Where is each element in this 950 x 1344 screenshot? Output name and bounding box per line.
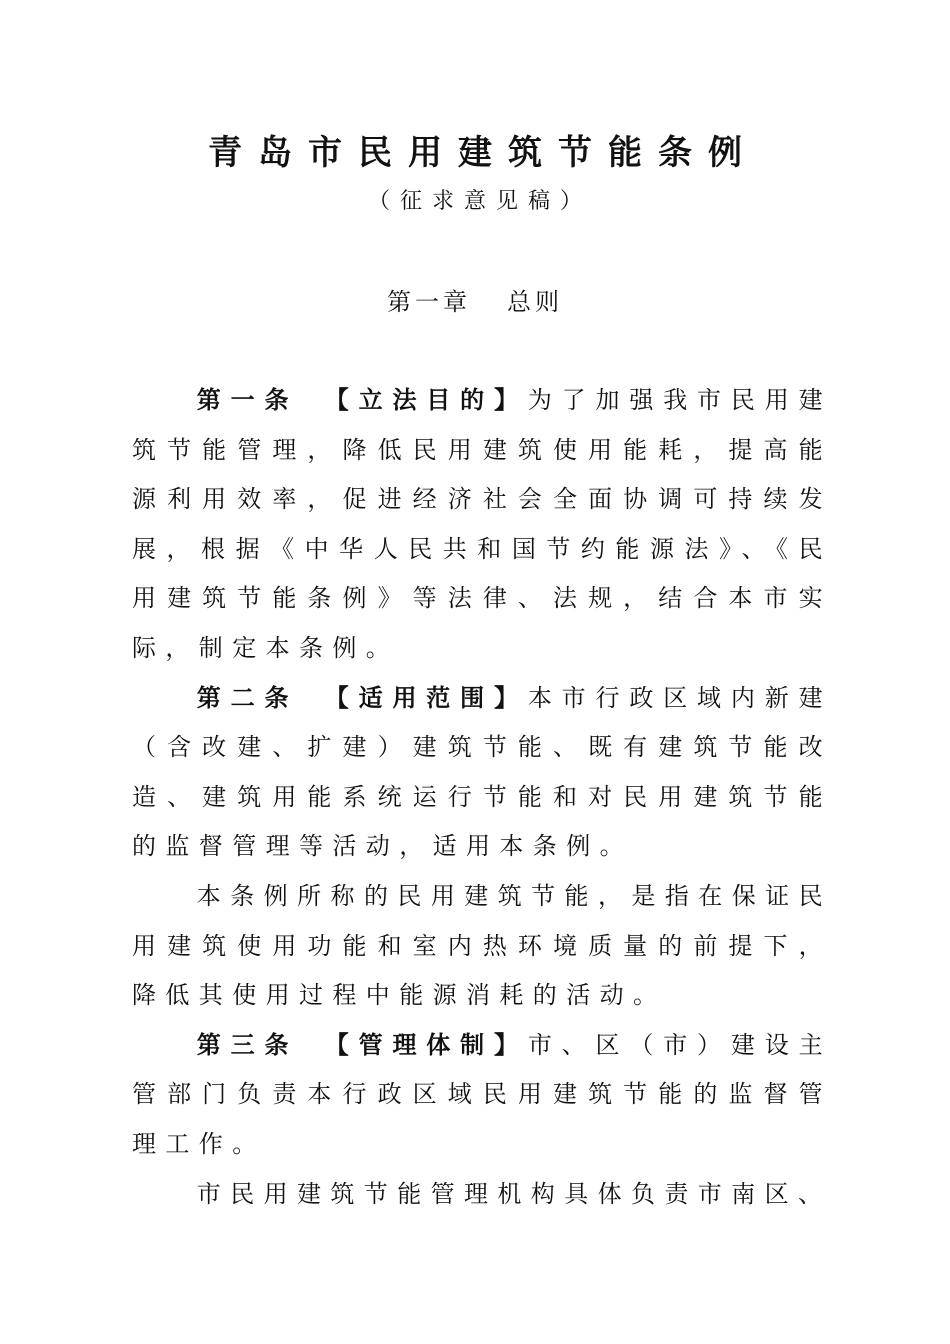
article-heading: 【立法目的】 [324,386,528,414]
article-number: 第一条 [196,386,299,414]
document-title: 青岛市民用建筑节能条例 [208,133,758,173]
paragraph-text: 本条例所称的民用建筑节能，是指在保证民用建筑使用功能和室内热环境质量的前提下，降低其使用过程中能源消耗的活动。 [132,881,832,1010]
chapter-number: 第一章 [387,288,471,316]
paragraph-article-3-continued [132,1170,832,1220]
paragraph-article-3 [132,1021,832,1170]
paragraph-article-2 [132,674,832,872]
article-heading: 【适用范围】 [324,683,528,712]
article-text: 市、区（市）建设主管部门负责本行政区域民用建筑节能的监督管理工作。 [132,1030,832,1158]
paragraph-article-1 [132,376,832,674]
article-number: 第二条 [196,683,299,712]
document-body [132,376,832,1219]
article-number: 第三条 [196,1030,299,1059]
chapter-heading [0,284,950,320]
paragraph-text: 市民用建筑节能管理机构具体负责市南区、 [196,1179,832,1208]
document-subtitle: （征求意见稿） [367,189,592,214]
chapter-name: 总则 [507,288,563,316]
article-text: 本市行政区域内新建（含改建、扩建）建筑节能、既有建筑节能改造、建筑用能系统运行节能和对民用建筑节能的监督管理等活动，适用本条例。 [132,683,832,861]
article-text: 为了加强我市民用建筑节能管理，降低民用建筑使用能耗，提高能源利用效率，促进经济社会全面协调可持续发展，根据《中华人民共和国节约能源法》、《民用建筑节能条例》等法律、法规，结合本市实际，制定本条例。 [132,386,832,662]
article-heading: 【管理体制】 [324,1030,528,1059]
paragraph-article-2-definition [132,872,832,1021]
